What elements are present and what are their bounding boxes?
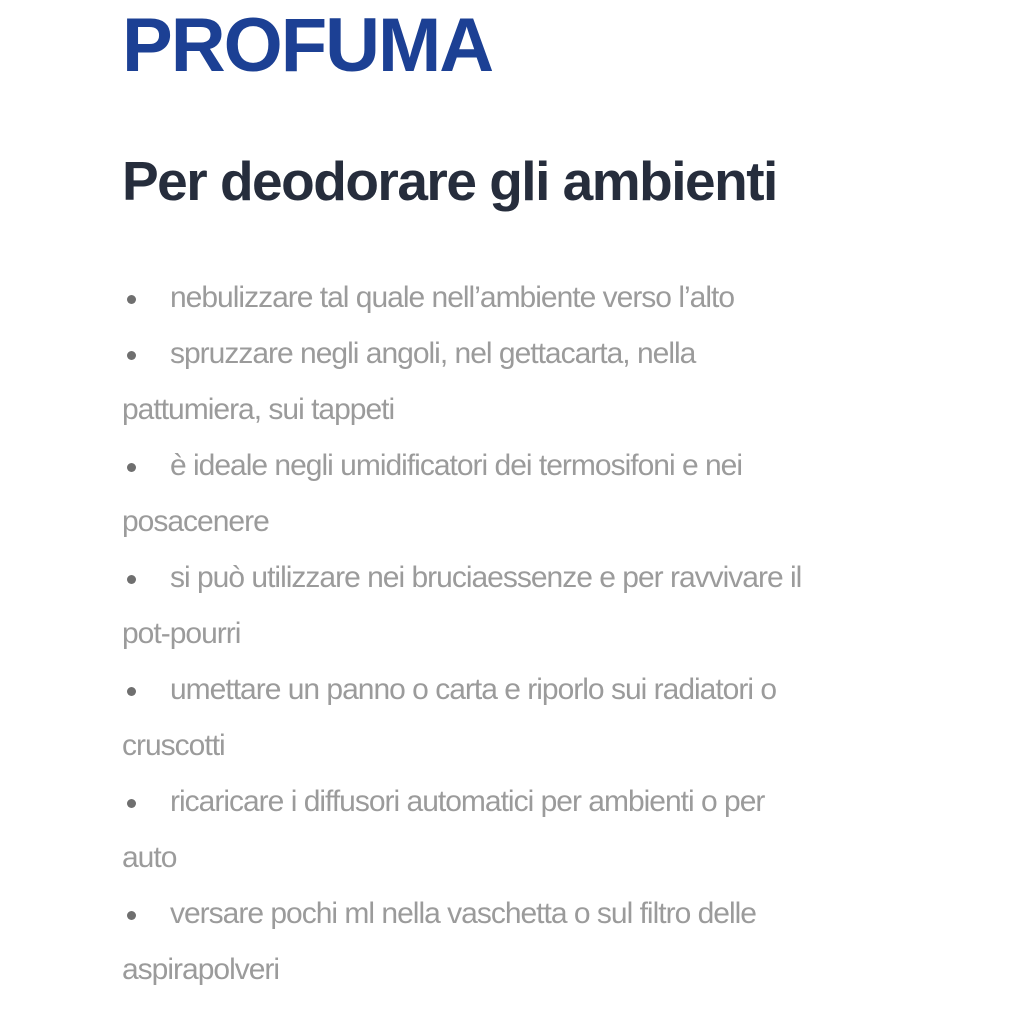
- list-item-line: [122, 438, 1004, 494]
- bullet-icon: [127, 911, 136, 920]
- page-title: PROFUMA: [122, 3, 493, 88]
- list-item: [122, 326, 1004, 438]
- list-item: [122, 550, 1004, 662]
- list-item-wrap-line: pot-pourri: [122, 617, 241, 650]
- list-item-wrap-line: auto: [122, 841, 177, 874]
- bullet-icon: [127, 687, 136, 696]
- list-item-text: è ideale negli umidificatori dei termosifoni e nei: [170, 449, 743, 482]
- bullet-icon: [127, 463, 136, 472]
- list-item-line: [122, 550, 1004, 606]
- list-item-wrap-line: cruscotti: [122, 729, 225, 762]
- bullet-icon: [127, 351, 136, 360]
- bullet-icon: [127, 575, 136, 584]
- list-item: [122, 886, 1004, 998]
- list-item: [122, 270, 1004, 326]
- bullet-icon: [127, 295, 136, 304]
- list-item-line: [122, 326, 1004, 382]
- list-item-text: umettare un panno o carta e riporlo sui radiatori o: [170, 673, 777, 706]
- list-item-text: spruzzare negli angoli, nel gettacarta, nella: [170, 337, 696, 370]
- list-item-line: [122, 774, 1004, 830]
- list-item: [122, 774, 1004, 886]
- usage-list: [122, 270, 1004, 998]
- list-item-text: si può utilizzare nei bruciaessenze e per ravvivare il: [170, 561, 802, 594]
- list-item-text: ricaricare i diffusori automatici per ambienti o per: [170, 785, 765, 818]
- list-item: [122, 662, 1004, 774]
- list-item-wrap-line: pattumiera, sui tappeti: [122, 393, 395, 426]
- list-item-wrap-line: posacenere: [122, 505, 269, 538]
- page-subtitle: Per deodorare gli ambienti: [122, 150, 777, 212]
- list-item-wrap-line: aspirapolveri: [122, 953, 280, 986]
- list-item-line: [122, 270, 1004, 326]
- list-item: [122, 438, 1004, 550]
- list-item-text: versare pochi ml nella vaschetta o sul filtro delle: [170, 897, 756, 930]
- list-item-text: nebulizzare tal quale nell’ambiente verso l’alto: [170, 281, 735, 314]
- bullet-icon: [127, 799, 136, 808]
- list-item-line: [122, 886, 1004, 942]
- list-item-line: [122, 662, 1004, 718]
